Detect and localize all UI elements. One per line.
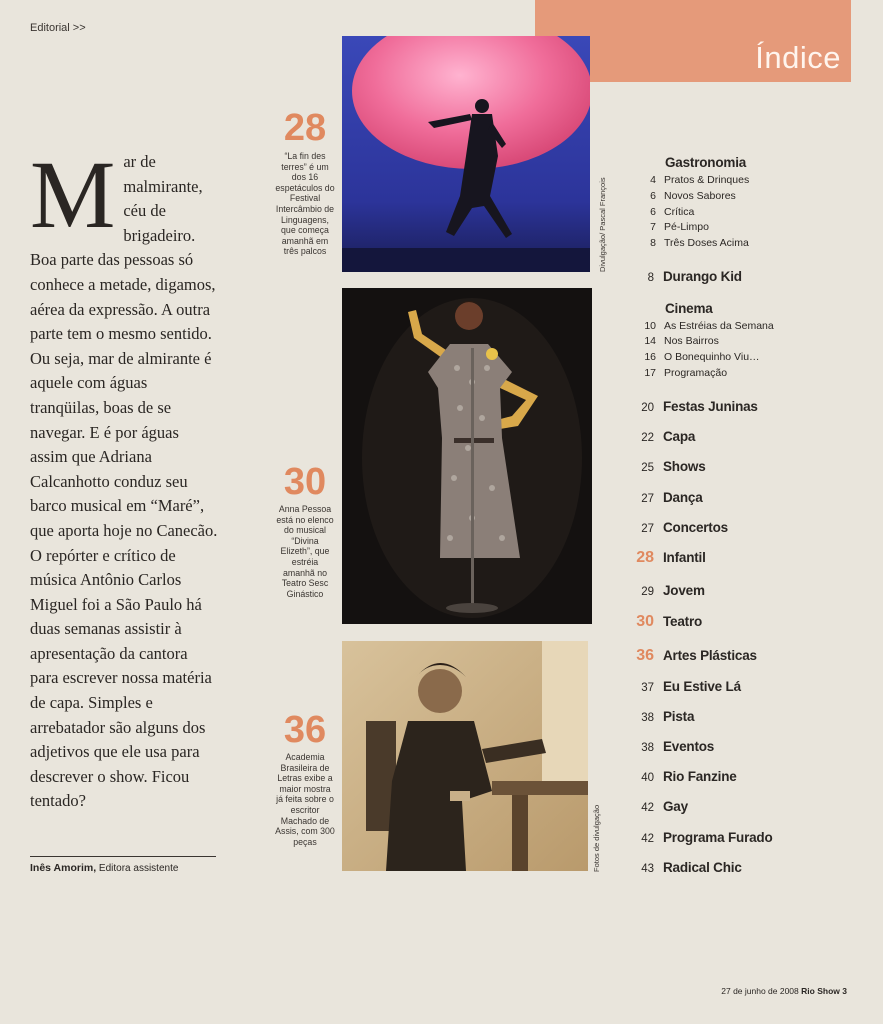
index-row-highlight: 28 Infantil (636, 549, 706, 566)
index-item: 8 Três Doses Acima (650, 237, 749, 249)
index-row: 38 Eventos (641, 739, 715, 754)
index-category-cinema: Cinema (665, 301, 713, 316)
index-item: 10 As Estréias da Semana (644, 320, 774, 332)
index-row-highlight: 36 Artes Plásticas (636, 647, 757, 664)
index-row: 27 Dança (641, 490, 703, 505)
index-row: 25 Shows (641, 459, 706, 474)
index-row: 40 Rio Fanzine (641, 769, 737, 784)
index-item: 6 Novos Sabores (650, 190, 736, 202)
signature (30, 862, 178, 874)
editorial-text (30, 141, 220, 814)
caption-text-3: Academia Brasileira de Letras exibe a maior mostra já feita sobre o escritor Machado de Assis, com 300 peças (275, 752, 335, 847)
caption-number-3: 36 (283, 709, 327, 751)
footer-publication: Rio Show (801, 986, 840, 996)
index-row: 37 Eu Estive Lá (641, 679, 741, 694)
photo-credit-3: Fotos de divulgação (592, 804, 601, 872)
index-title: Índice (755, 40, 841, 75)
photo-dancer (342, 36, 590, 272)
index-item: 6 Crítica (650, 206, 695, 218)
caption-number-1: 28 (283, 107, 327, 149)
index-row: 43 Radical Chic (641, 860, 742, 875)
index-row-highlight: 30 Teatro (636, 613, 703, 630)
index-row: 22 Capa (641, 429, 696, 444)
caption-text-1: “La fin des terres” é um dos 16 espetáculos do Festival Intercâmbio de Linguagens, que começa amanhã em três palcos (275, 151, 335, 257)
index-row-durango: 8 Durango Kid (647, 269, 742, 284)
index-row: 42 Gay (641, 799, 688, 814)
index-item: 17 Programação (644, 367, 728, 379)
index-category-gastronomia: Gastronomia (665, 155, 747, 170)
author-name: Inês Amorim, (30, 862, 97, 874)
index-item: 7 Pé-Limpo (650, 221, 709, 233)
signature-divider (30, 856, 216, 857)
page-footer (721, 986, 847, 996)
editorial-body: ar de malmirante, céu de brigadeiro. Boa parte das pessoas só conhece a metade, digamos, aérea da expressão. A outra parte tem o mesmo sentido. Ou seja, mar de almirante é aquele com águas tranqüilas, boas de se navegar. E é por águas assim que Adriana Calcanhotto conduz seu barco musical em “Maré”, que aporta hoje no Canecão. O repórter e crítico de música Antônio Carlos Miguel foi a São Paulo há duas semanas assistir à apresentação da cantora para escrever nossa matéria de capa. Simples e arrebatador são alguns dos adjetivos que ele usa para descrever o show. Ficou tentado? (30, 152, 218, 811)
section-label: Editorial >> (30, 22, 86, 34)
page-number: 3 (842, 986, 847, 996)
dropcap: M (30, 141, 116, 248)
index-item: 4 Pratos & Drinques (650, 174, 750, 186)
index-row: 42 Programa Furado (641, 830, 773, 845)
photo-credit-1: Divulgação/ Pascal François (598, 177, 607, 272)
index-row: 29 Jovem (641, 583, 705, 598)
index-row: 27 Concertos (641, 520, 728, 535)
index-row: 20 Festas Juninas (641, 399, 758, 414)
index-item: 16 O Bonequinho Viu… (644, 351, 760, 363)
caption-number-2: 30 (283, 461, 327, 503)
photo-singer (342, 288, 592, 624)
caption-text-2: Anna Pessoa está no elenco do musical “Divina Elizeth”, que estréia amanhã no Teatro Sesc Ginástico (276, 504, 334, 599)
index-item: 14 Nos Bairros (644, 335, 719, 347)
author-role: Editora assistente (98, 863, 179, 874)
photo-portrait (342, 641, 588, 871)
index-row: 38 Pista (641, 709, 695, 724)
footer-date: 27 de junho de 2008 (721, 986, 799, 996)
